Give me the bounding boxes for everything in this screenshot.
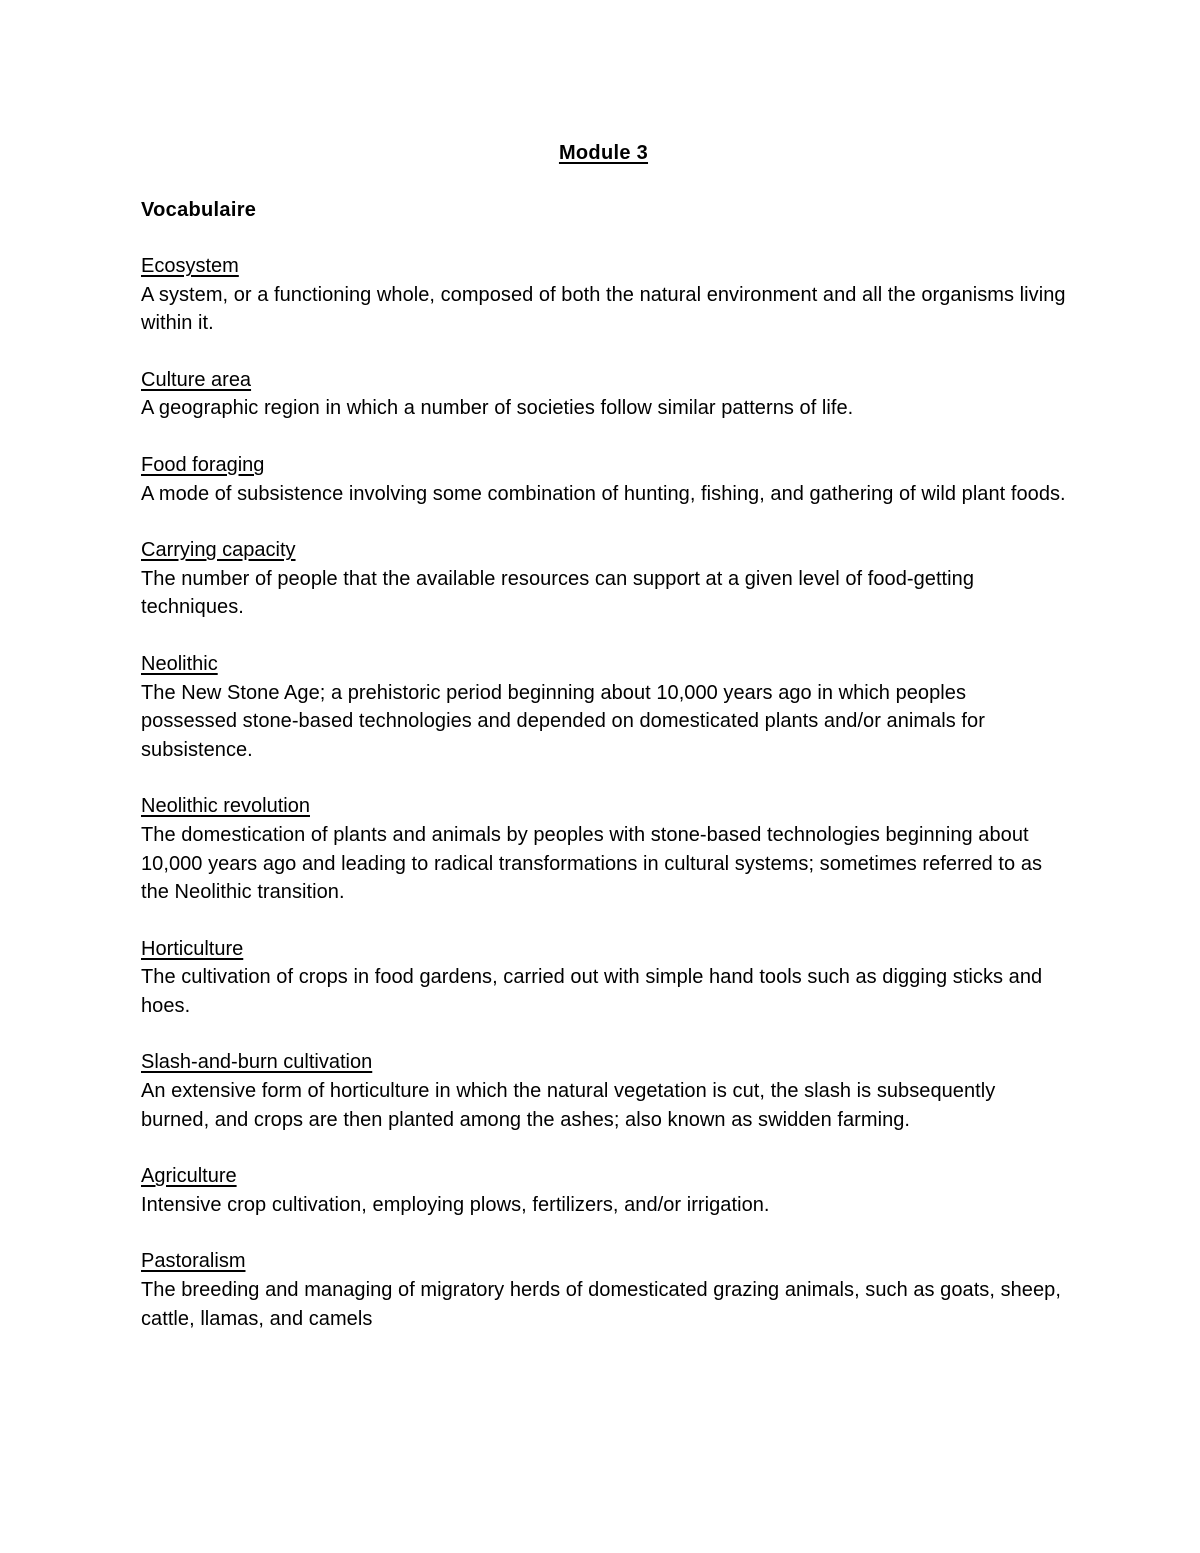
vocab-definition: Intensive crop cultivation, employing plows, fertilizers, and/or irrigation. [141,1193,770,1216]
vocab-entry-neolithic [141,650,1066,764]
vocab-term: Horticulture [141,937,244,960]
vocab-definition: The domestication of plants and animals by peoples with stone-based technologies beginning about 10,000 years ago and leading to radical transformations in cultural systems; sometimes referred to as the Neolithic transition. [141,823,1043,904]
vocab-entry-pastoralism [141,1247,1066,1333]
vocab-term: Neolithic [141,652,218,675]
vocab-term: Ecosystem [141,255,239,277]
vocab-term: Culture area [141,368,252,391]
vocab-entry-food-foraging [141,451,1066,508]
vocab-entry-horticulture [141,935,1066,1021]
vocab-definition: The number of people that the available resources can support at a given level of food-getting techniques. [141,567,974,619]
vocab-entry-slash-and-burn [141,1048,1066,1134]
vocab-term: Slash-and-burn cultivation [141,1051,373,1074]
vocab-term: Pastoralism [141,1250,246,1273]
vocab-term: Neolithic revolution [141,795,310,818]
vocab-entry-neolithic-revolution [141,792,1066,906]
vocab-term: Agriculture [141,1165,237,1188]
document-page [141,138,1066,1361]
vocab-entry-culture-area [141,366,1066,423]
vocab-entry-carrying-capacity [141,536,1066,622]
vocab-definition: A mode of subsistence involving some combination of hunting, fishing, and gathering of wild plant foods. [141,482,1066,505]
vocab-definition: A geographic region in which a number of societies follow similar patterns of life. [141,397,854,420]
section-heading: Vocabulaire [141,199,257,221]
vocab-term: Food foraging [141,453,265,476]
vocab-term: Carrying capacity [141,539,296,562]
vocab-entry-agriculture [141,1162,1066,1219]
vocab-definition: The cultivation of crops in food gardens, carried out with simple hand tools such as digging sticks and hoes. [141,966,1043,1017]
vocab-definition: The breeding and managing of migratory herds of domesticated grazing animals, such as goats, sheep, cattle, llamas, and camels [141,1279,1061,1330]
vocab-definition: A system, or a functioning whole, composed of both the natural environment and all the organisms living within it. [141,283,1066,335]
vocab-definition: An extensive form of horticulture in which the natural vegetation is cut, the slash is subsequently burned, and crops are then planted among the ashes; also known as swidden farming. [141,1080,996,1131]
document-title: Module 3 [558,142,649,164]
vocab-entry-ecosystem [141,252,1066,338]
vocab-definition: The New Stone Age; a prehistoric period beginning about 10,000 years ago in which peoples possessed stone-based technologies and depended on domesticated plants and/or animals for subsistence. [141,681,985,761]
